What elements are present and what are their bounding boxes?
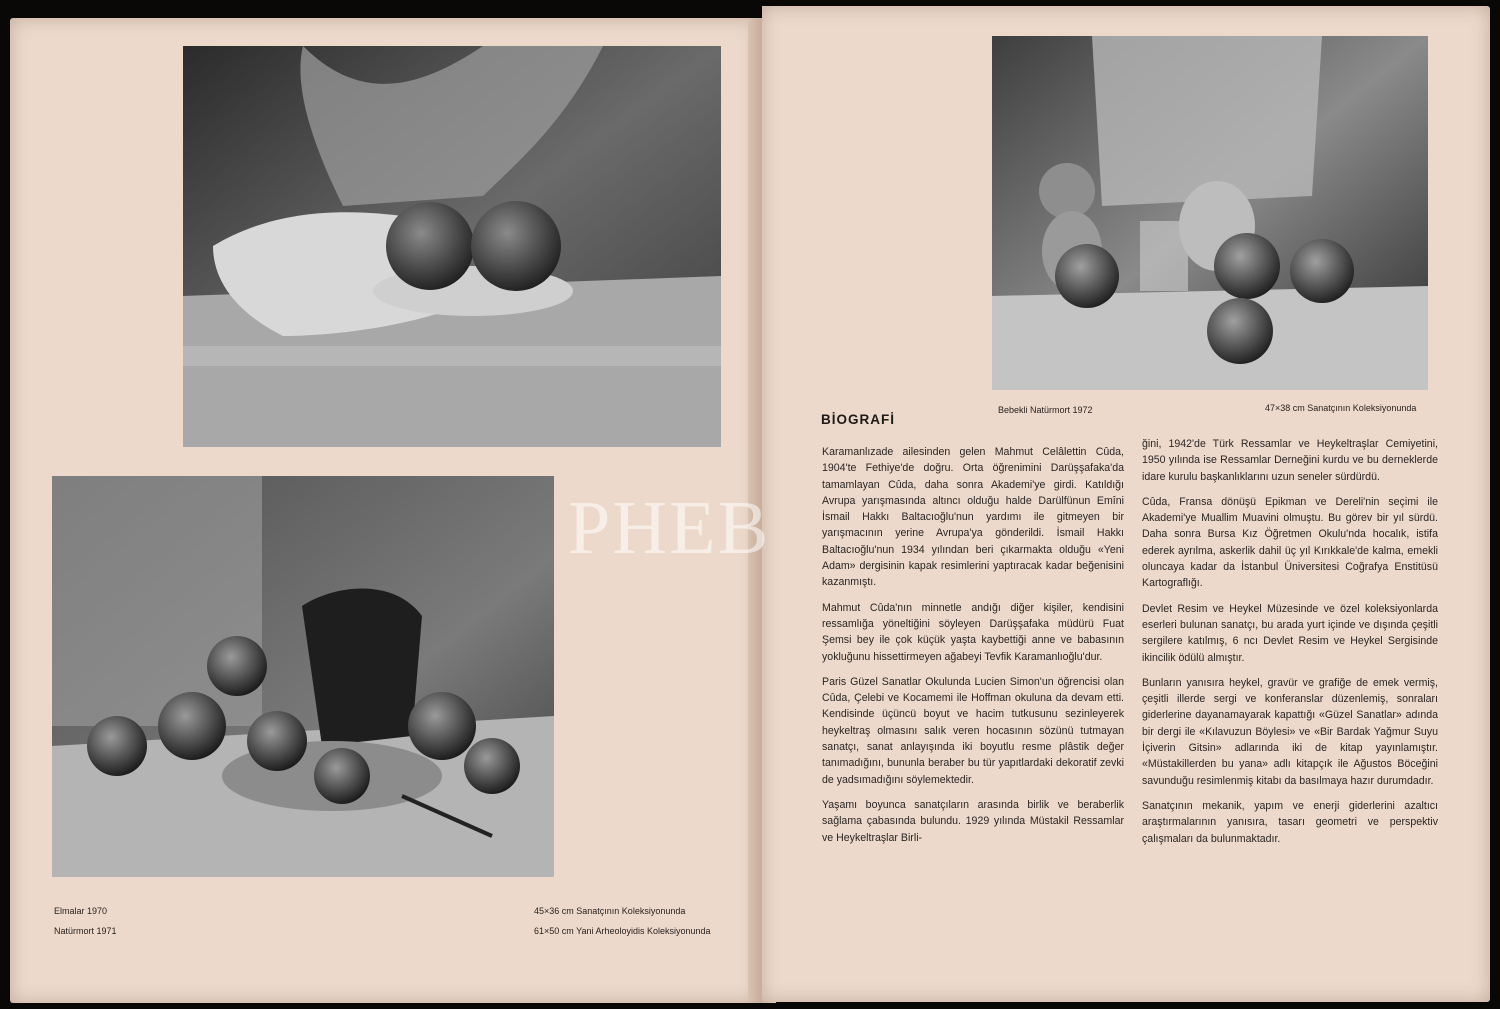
- paragraph: Yaşamı boyunca sanatçıların arasında birlik ve beraberlik sağlama çabasında bulundu. 1929 yılında Müstakil Ressamlar ve Heykeltraşlar Birli-: [822, 798, 1124, 844]
- paragraph: ğini, 1942'de Türk Ressamlar ve Heykeltraşlar Cemiyetini, 1950 yılında ise Ressamlar Derneğini kurdu ve bu derneklerde idare kurulu başkanlıklarını uzun seneler sürdürdü.: [1142, 438, 1438, 483]
- caption-bebekli-info: 47×38 cm Sanatçının Koleksiyonunda: [1265, 403, 1417, 413]
- biography-column-2: [1142, 436, 1438, 856]
- paragraph: Cûda, Fransa dönüşü Epikman ve Dereli'nin seçimi ile Akademi'ye Muallim Muavini olmuştu. Bu görev bir yıl sürdü. Daha sonra Bursa Kız Öğretmen Okulu'nda hocalık, istifa ederek ayrılma, askerlik dahil üç yıl Kırıkkale'de kalma, emekli oluncaya kadar da İstanbul Üniversitesi Coğrafya Enstitüsü Kartograflığı.: [1142, 495, 1438, 590]
- paragraph: Bunların yanısıra heykel, gravür ve grafiğe de emek vermiş, çeşitli illerde sergi ve konferanslar düzenlemiş, sonraları giderlerine dayanamayarak kapattığı «Güzel Sanatlar» adında bir dergi ile «Kılavuzun Böylesi» ve «Bir Bardak Yağmur Suyu İçiverin Gitsin» adlarında iki de kitap yayınlamıştır. «Müstakillerden bu yana» adlı kitapçık ile Ağustos Böceğini savunduğu resimlenmiş kitabı da basılmaya hazır durumdadır.: [1142, 676, 1438, 787]
- biography-heading: BİOGRAFİ: [821, 412, 895, 427]
- caption-elmalar-info: 45×36 cm Sanatçının Koleksiyonunda: [534, 906, 686, 916]
- caption-naturmort-title: Natürmort 1971: [54, 926, 117, 936]
- paragraph: Karamanlızade ailesinden gelen Mahmut Celâlettin Cûda, 1904'te Fethiye'de doğru. Orta öğrenimini Darüşşafaka'da tamamlayan Cûda, daha sonra Akademi'ye girdi. Katıldığı Avrupa yarışmasında altıncı olduğu halde Darülfünun Emîni İsmail Hakkı Baltacıoğlu'nun yardımı ile gitmeyen bir yarışmacının yerine Avrupa'ya gönderildi. İsmail Hakkı Baltacıoğlu'nun 1934 yılından beri çıkarmakta olduğu «Yeni Adam» dergisinin kapak resimlerini yaptıracak kadar beğenisini kazanmıştı.: [822, 446, 1124, 589]
- caption-elmalar-title: Elmalar 1970: [54, 906, 108, 916]
- photo-bebekli-naturmort: [992, 36, 1428, 390]
- paragraph: Sanatçının mekanik, yapım ve enerji giderlerini azaltıcı araştırmalarının yanısıra, tasarı geometri ve perspektiv çalışmaları da bulunmaktadır.: [1142, 799, 1438, 845]
- caption-bebekli-title: Bebekli Natürmort 1972: [998, 405, 1093, 415]
- caption-naturmort-info: 61×50 cm Yani Arheoloyidis Koleksiyonunda: [534, 926, 711, 936]
- watermark: PHEB: [568, 486, 771, 570]
- paragraph: Paris Güzel Sanatlar Okulunda Lucien Simon'un öğrencisi olan Cûda, Çelebi ve Kocamemi ile Hoffman okuluna da devam etti. Kendisinde üçüncü boyut ve hacim tutkusunu sezinleyerek heykeltraş olmasını salık veren hocasının sözünü tutmayan sanatçı, sanat anlayışında iki boyutlu resme plâstik değer tanımadığını, bununla beraber bu tür yapıtlardaki dekoratif zevki de yadsımadığını söylemektedir.: [822, 675, 1124, 786]
- paragraph: Devlet Resim ve Heykel Müzesinde ve özel koleksiyonlarda eserleri bulunan sanatçı, bu arada yurt içinde ve dışında çeşitli sergilere katılmış, 6 ncı Devlet Resim ve Heykel Sergisinde ikincilik ödülü almıştır.: [1142, 602, 1438, 664]
- photo-elmalar: [183, 46, 721, 447]
- photo-naturmort: [52, 476, 554, 877]
- paragraph: Mahmut Cûda'nın minnetle andığı diğer kişiler, kendisini ressamlığa yöneltiğini söyleyen Darüşşafaka müdürü Fuat Şemsi bey ile çok küçük yaşta kaybettiği anne ve babasının yokluğunu hissettirmeyen ağabeyi Tevfik Karamanlıoğlu'dur.: [822, 601, 1124, 663]
- biography-column-1: [822, 444, 1124, 855]
